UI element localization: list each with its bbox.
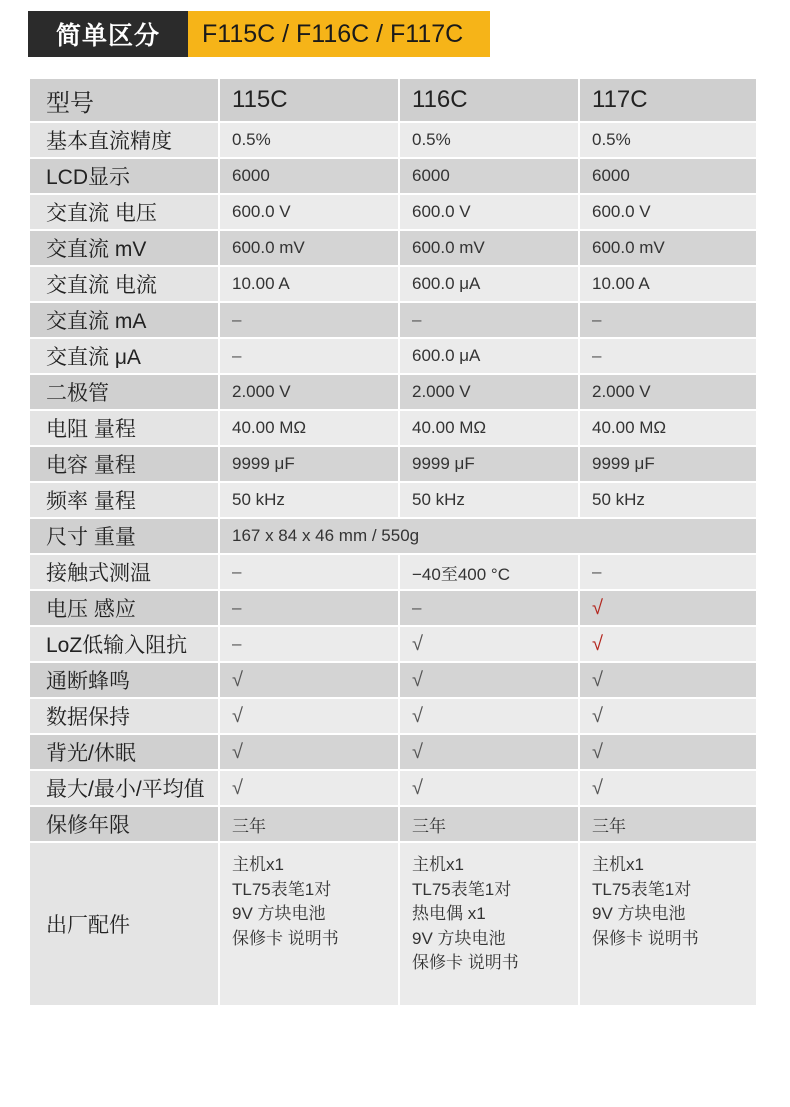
accessory-item: 9V 方块电池	[232, 904, 326, 923]
table-row	[29, 734, 757, 770]
cell-value: 2.000 V	[232, 382, 291, 401]
row-label: 基本直流精度	[29, 122, 219, 158]
row-label: 接触式测温	[29, 554, 219, 590]
table-cell	[219, 626, 399, 662]
table-row	[29, 302, 757, 338]
table-row	[29, 662, 757, 698]
accessory-item: 保修卡 说明书	[412, 953, 519, 972]
table-row	[29, 590, 757, 626]
header-models: F115C / F116C / F117C	[188, 11, 490, 57]
table-row	[29, 626, 757, 662]
cell-value: 2.000 V	[592, 382, 651, 401]
table-row	[29, 518, 757, 554]
table-cell	[399, 482, 579, 518]
table-cell	[579, 266, 757, 302]
dash-mark: –	[592, 310, 602, 329]
table-cell	[579, 338, 757, 374]
row-label: 数据保持	[29, 698, 219, 734]
cell-value: 600.0 V	[232, 202, 291, 221]
table-cell	[399, 806, 579, 842]
table-row	[29, 806, 757, 842]
table-cell	[579, 374, 757, 410]
check-mark-icon: √	[232, 740, 243, 763]
cell-value: 40.00 MΩ	[592, 418, 667, 437]
table-cell	[579, 590, 757, 626]
row-label: 电压 感应	[29, 590, 219, 626]
accessories-cell	[579, 842, 757, 1006]
cell-value: 0.5%	[412, 130, 451, 149]
table-cell	[399, 302, 579, 338]
table-cell	[399, 122, 579, 158]
table-row	[29, 374, 757, 410]
row-label: LCD显示	[29, 158, 219, 194]
table-cell	[579, 302, 757, 338]
table-cell	[219, 122, 399, 158]
check-mark-icon: √	[592, 668, 603, 691]
column-header-115c: 115C	[219, 78, 399, 122]
table-cell	[399, 554, 579, 590]
table-cell	[399, 194, 579, 230]
dash-mark: –	[232, 310, 242, 329]
table-cell	[219, 194, 399, 230]
table-cell	[579, 230, 757, 266]
cell-value: 10.00 A	[232, 274, 290, 293]
check-mark-icon: √	[592, 632, 603, 655]
row-label: 背光/休眠	[29, 734, 219, 770]
accessories-cell	[219, 842, 399, 1006]
row-label: 二极管	[29, 374, 219, 410]
accessory-item: 9V 方块电池	[412, 928, 506, 948]
table-cell	[219, 770, 399, 806]
accessory-item: 保修卡 说明书	[232, 928, 339, 948]
table-cell	[219, 266, 399, 302]
table-header-row	[29, 78, 757, 122]
table-cell	[399, 698, 579, 734]
spec-comparison-table	[28, 77, 758, 1007]
check-mark-icon: √	[232, 704, 243, 727]
table-cell	[579, 806, 757, 842]
table-row	[29, 410, 757, 446]
cell-value: 600.0 mV	[232, 238, 305, 257]
row-label: 频率 量程	[29, 482, 219, 518]
table-cell	[579, 410, 757, 446]
table-cell	[219, 482, 399, 518]
dash-mark: –	[592, 562, 602, 581]
table-row	[29, 446, 757, 482]
table-cell	[579, 482, 757, 518]
accessory-item: 主机x1	[592, 855, 644, 874]
spanned-cell: 167 x 84 x 46 mm / 550g	[219, 518, 757, 554]
table-cell	[219, 554, 399, 590]
cell-value: 50 kHz	[592, 490, 645, 509]
table-cell	[579, 194, 757, 230]
table-row	[29, 158, 757, 194]
accessory-item: 热电偶 x1	[412, 904, 486, 923]
table-cell	[579, 626, 757, 662]
cell-value: 6000	[592, 166, 630, 185]
cell-value: 600.0 V	[592, 202, 651, 221]
dash-mark: –	[232, 562, 242, 581]
cell-value: 40.00 MΩ	[232, 418, 307, 437]
check-mark-icon: √	[412, 668, 423, 691]
spec-table-body	[29, 78, 757, 1006]
row-label: LoZ低输入阻抗	[29, 626, 219, 662]
accessory-item: TL75表笔1对	[412, 879, 512, 899]
cell-value: 三年	[232, 816, 266, 836]
cell-value: 6000	[232, 166, 270, 185]
table-row	[29, 194, 757, 230]
cell-value: 6000	[412, 166, 450, 185]
row-label: 通断蜂鸣	[29, 662, 219, 698]
table-cell	[579, 734, 757, 770]
check-mark-icon: √	[232, 776, 243, 799]
check-mark-icon: √	[592, 776, 603, 799]
table-cell	[579, 446, 757, 482]
accessory-item: TL75表笔1对	[592, 879, 692, 899]
cell-value: 9999 μF	[232, 454, 295, 473]
cell-value: 600.0 V	[412, 202, 471, 221]
check-mark-icon: √	[592, 596, 603, 619]
row-label: 保修年限	[29, 806, 219, 842]
cell-value: 40.00 MΩ	[412, 418, 487, 437]
cell-value: 50 kHz	[232, 490, 285, 509]
cell-value: 50 kHz	[412, 490, 465, 509]
row-label: 电容 量程	[29, 446, 219, 482]
row-label: 最大/最小/平均值	[29, 770, 219, 806]
cell-value: 10.00 A	[592, 274, 650, 293]
table-cell	[579, 662, 757, 698]
table-cell	[399, 158, 579, 194]
row-label: 交直流 mV	[29, 230, 219, 266]
dash-mark: –	[232, 346, 242, 365]
table-cell	[219, 230, 399, 266]
check-mark-icon: √	[412, 740, 423, 763]
table-cell	[399, 230, 579, 266]
cell-value: 9999 μF	[412, 454, 475, 473]
row-label: 交直流 μA	[29, 338, 219, 374]
table-cell	[399, 410, 579, 446]
row-label: 交直流 电流	[29, 266, 219, 302]
table-cell	[579, 770, 757, 806]
table-cell	[219, 410, 399, 446]
table-cell	[579, 122, 757, 158]
cell-value: 600.0 μA	[412, 274, 481, 293]
accessory-item: TL75表笔1对	[232, 879, 332, 899]
accessory-item: 9V 方块电池	[592, 904, 686, 923]
accessory-item: 主机x1	[412, 855, 464, 874]
page-header	[28, 11, 490, 57]
check-mark-icon: √	[592, 704, 603, 727]
check-mark-icon: √	[412, 776, 423, 799]
table-cell	[399, 446, 579, 482]
check-mark-icon: √	[412, 632, 423, 655]
dash-mark: –	[412, 310, 422, 329]
table-cell	[219, 698, 399, 734]
column-header-model: 型号	[29, 78, 219, 122]
check-mark-icon: √	[592, 740, 603, 763]
accessory-item: 主机x1	[232, 855, 284, 874]
table-row	[29, 698, 757, 734]
row-label: 尺寸 重量	[29, 518, 219, 554]
header-title: 简单区分	[28, 11, 188, 57]
table-row	[29, 770, 757, 806]
table-row	[29, 554, 757, 590]
cell-value: 三年	[592, 816, 626, 836]
table-cell	[219, 338, 399, 374]
dash-mark: –	[232, 598, 242, 617]
table-cell	[219, 158, 399, 194]
column-header-116c: 116C	[399, 78, 579, 122]
table-row	[29, 266, 757, 302]
table-cell	[219, 806, 399, 842]
dash-mark: –	[232, 634, 242, 653]
table-cell	[399, 770, 579, 806]
cell-value: 600.0 mV	[592, 238, 665, 257]
cell-value: 0.5%	[592, 130, 631, 149]
row-label: 交直流 电压	[29, 194, 219, 230]
table-cell	[399, 374, 579, 410]
check-mark-icon: √	[232, 668, 243, 691]
table-cell	[399, 734, 579, 770]
table-cell	[219, 446, 399, 482]
table-cell	[219, 374, 399, 410]
cell-value: −40至400 °C	[412, 564, 510, 584]
table-cell	[219, 302, 399, 338]
table-cell	[579, 698, 757, 734]
table-cell	[399, 626, 579, 662]
table-row	[29, 338, 757, 374]
table-cell	[579, 554, 757, 590]
cell-value: 600.0 μA	[412, 346, 481, 365]
table-cell	[219, 662, 399, 698]
table-row	[29, 122, 757, 158]
cell-value: 600.0 mV	[412, 238, 485, 257]
cell-value: 三年	[412, 816, 446, 836]
table-cell	[219, 734, 399, 770]
accessories-cell	[399, 842, 579, 1006]
cell-value: 2.000 V	[412, 382, 471, 401]
accessory-item: 保修卡 说明书	[592, 928, 699, 948]
cell-value: 0.5%	[232, 130, 271, 149]
table-cell	[219, 590, 399, 626]
dash-mark: –	[592, 346, 602, 365]
column-header-117c: 117C	[579, 78, 757, 122]
table-cell	[399, 662, 579, 698]
table-cell	[399, 266, 579, 302]
table-row-accessories	[29, 842, 757, 1006]
table-cell	[399, 338, 579, 374]
cell-value: 9999 μF	[592, 454, 655, 473]
dash-mark: –	[412, 598, 422, 617]
row-label: 电阻 量程	[29, 410, 219, 446]
table-cell	[579, 158, 757, 194]
check-mark-icon: √	[412, 704, 423, 727]
row-label: 出厂配件	[29, 842, 219, 1006]
table-row	[29, 230, 757, 266]
row-label: 交直流 mA	[29, 302, 219, 338]
table-cell	[399, 590, 579, 626]
table-row	[29, 482, 757, 518]
